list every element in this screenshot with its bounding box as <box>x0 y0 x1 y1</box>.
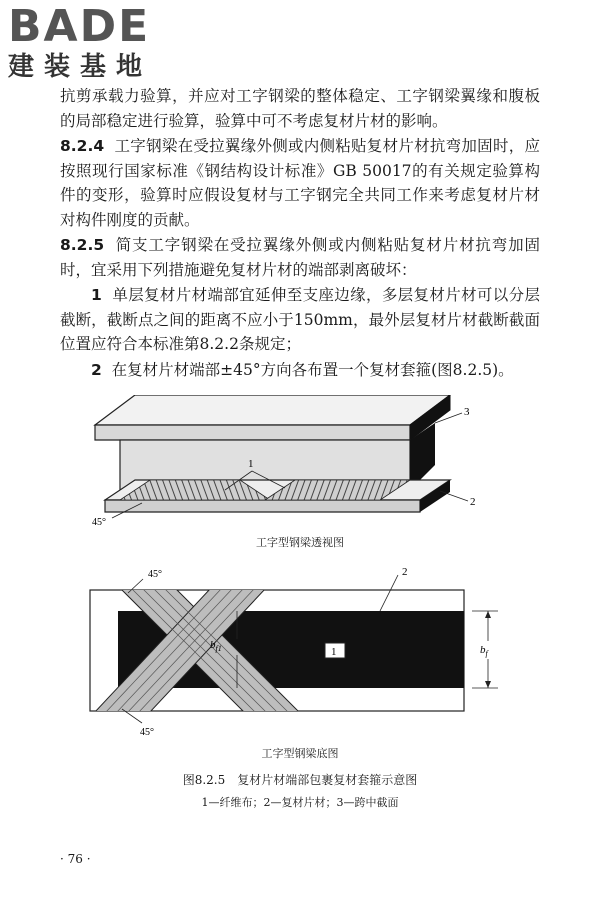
bf1-label: $b_{f1}$ <box>210 639 222 653</box>
label-1: 1 <box>331 646 337 658</box>
angle-top: 45° <box>148 569 162 580</box>
logo-chinese: 建装基地 <box>8 52 153 82</box>
paragraph-continued: 抗剪承载力验算，并应对工字钢梁的整体稳定、工字钢梁翼缘和腹板的局部稳定进行验算，验算中可不考虑复材片材的影响。 <box>60 87 540 130</box>
bf-label: $b_f$ <box>480 644 488 658</box>
logo-word: BADE <box>8 1 151 52</box>
clause-number: 8.2.5 <box>60 236 105 254</box>
item-number: 1 <box>91 286 102 304</box>
figure-title: 图8.2.5 复材片材端部包裹复材套箍示意图 <box>182 773 418 787</box>
item-text: 在复材片材端部±45°方向各布置一个复材套箍(图8.2.5)。 <box>111 360 514 379</box>
angle-bottom: 45° <box>140 727 154 738</box>
item-number: 2 <box>91 360 102 379</box>
top-flange <box>95 395 450 425</box>
label-2: 2 <box>470 496 476 508</box>
top-figure-caption: 工字型钢梁透视图 <box>256 536 344 549</box>
body-text <box>60 84 540 382</box>
item-1 <box>60 283 540 357</box>
beam-bottom-figure <box>80 563 520 743</box>
item-text: 单层复材片材端部宜延伸至支座边缘，多层复材片材可以分层截断，截断点之间的距离不应小于150mm，最外层复材片材截断截面位置应符合本标准第8.2.2条规定； <box>60 286 540 353</box>
page-number: · 76 · <box>60 852 91 866</box>
clause-8-2-4 <box>60 134 540 232</box>
clause-number: 8.2.4 <box>60 137 105 155</box>
clause-text: 工字钢梁在受拉翼缘外侧或内侧粘贴复材片材抗弯加固时，应按照现行国家标准《钢结构设计标准》GB 50017的有关规定验算构件的变形，验算时应假设复材与工字钢完全共同工作来考虑复材片材对构件刚度的贡献。 <box>60 137 540 229</box>
label-1: 1 <box>248 458 254 470</box>
label-3: 3 <box>464 406 470 418</box>
figure-legend: 1—纤维布；2—复材片材；3—跨中截面 <box>201 796 399 809</box>
clause-text: 简支工字钢梁在受拉翼缘外侧或内侧粘贴复材片材抗弯加固时，宜采用下列措施避免复材片材的端部剥离破坏： <box>60 236 540 279</box>
clause-8-2-5 <box>60 233 540 282</box>
watermark-logo <box>8 1 188 82</box>
bottom-figure-caption: 工字型钢梁底图 <box>261 747 339 760</box>
item-2 <box>60 358 540 383</box>
beam-perspective-figure <box>80 395 500 535</box>
angle-label: 45° <box>92 517 106 528</box>
label-2: 2 <box>402 566 408 578</box>
